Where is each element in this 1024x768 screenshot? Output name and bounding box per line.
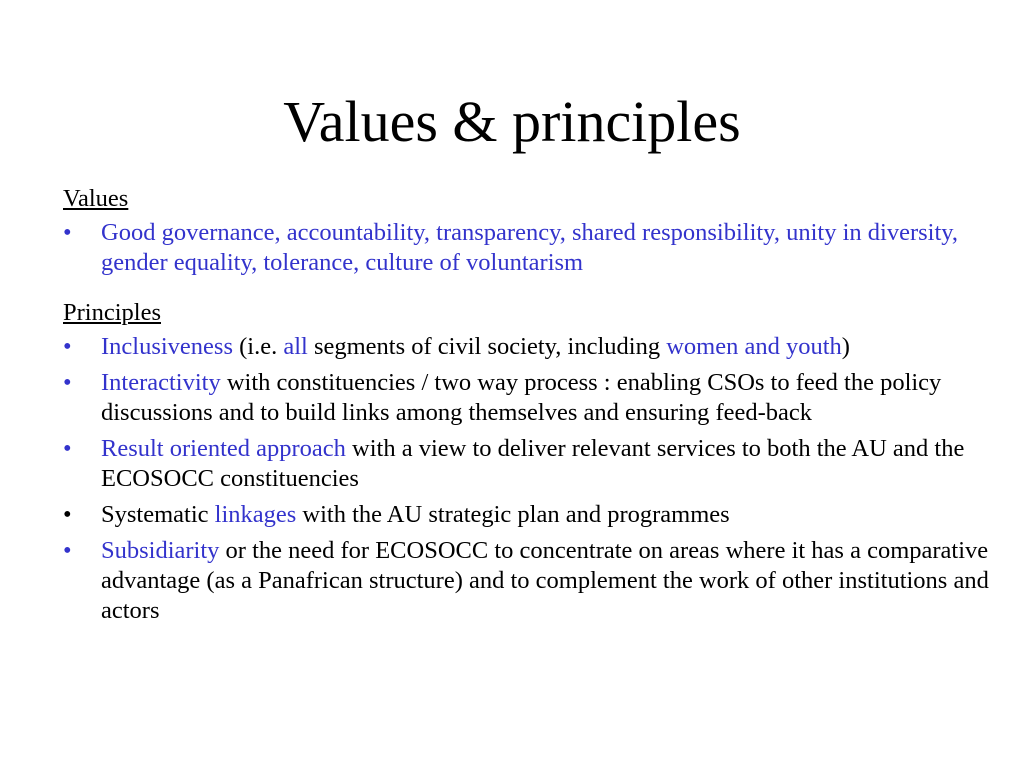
values-text: Good governance, accountability, transparency, shared responsibility, unity in diversity, gender equality, tolerance, culture of voluntarism <box>101 219 959 276</box>
principles-heading: Principles <box>63 299 161 326</box>
principle-text: with constituencies / two way process : enabling CSOs to feed the policy discussions and to build links among themselves and ensuring feed-back <box>101 369 942 426</box>
list-item <box>63 218 993 278</box>
list-item <box>63 500 993 530</box>
principle-text: (i.e. <box>233 333 284 360</box>
principle-keyword: all <box>283 333 308 360</box>
list-item <box>63 536 993 626</box>
bullet-icon: • <box>63 333 72 360</box>
bullet-icon: • <box>63 501 72 528</box>
bullet-icon: • <box>63 537 72 564</box>
list-item <box>63 368 993 428</box>
principle-keyword: Result oriented approach <box>101 435 346 462</box>
slide-title: Values & principles <box>283 89 741 154</box>
bullet-icon: • <box>63 369 72 396</box>
principle-text: with a view to deliver relevant services to both the AU and the ECOSOCC constituencies <box>101 435 965 492</box>
principle-text: ) <box>841 333 850 360</box>
principle-keyword: linkages <box>214 501 297 528</box>
list-item <box>63 332 993 362</box>
principle-keyword: Interactivity <box>101 369 221 396</box>
values-list <box>63 218 993 278</box>
principles-list <box>63 332 993 626</box>
principle-keyword: Subsidiarity <box>101 537 220 564</box>
principle-keyword: women and youth <box>666 333 842 360</box>
principle-keyword: Inclusiveness <box>101 333 233 360</box>
principle-text: with the AU strategic plan and programmes <box>296 501 730 528</box>
values-heading: Values <box>63 185 129 212</box>
principle-text: or the need for ECOSOCC to concentrate on areas where it has a comparative advantage (as a Panafrican structure) and to complement the work of other institutions and actors <box>101 537 989 624</box>
principle-text: Systematic <box>101 501 215 528</box>
list-item <box>63 434 993 494</box>
bullet-icon: • <box>63 435 72 462</box>
slide-body <box>63 184 993 632</box>
bullet-icon: • <box>63 219 72 246</box>
principle-text: segments of civil society, including <box>307 333 667 360</box>
